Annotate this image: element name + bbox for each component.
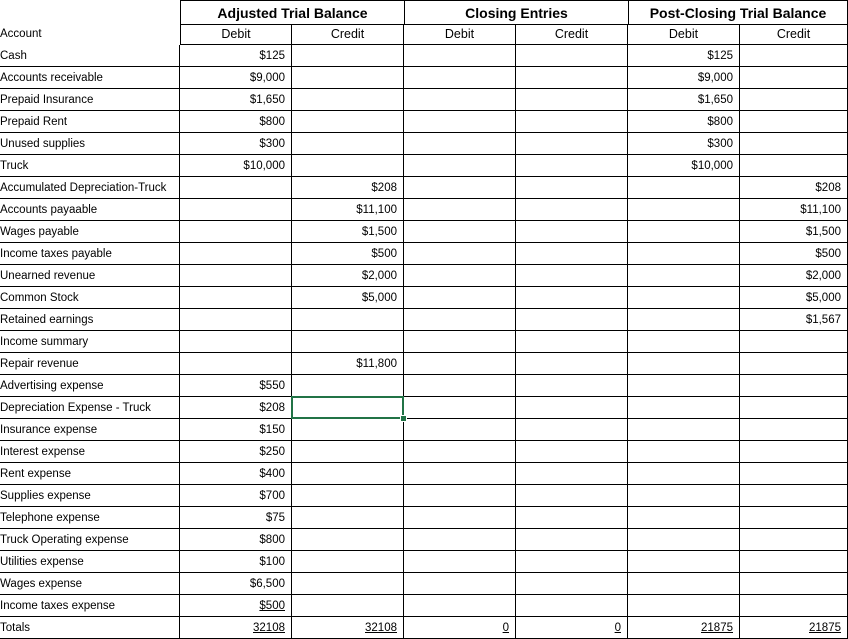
header-group-0[interactable]: Adjusted Trial Balance bbox=[180, 0, 404, 25]
account-name[interactable]: Depreciation Expense - Truck bbox=[0, 397, 180, 419]
value-cell[interactable] bbox=[404, 331, 516, 353]
totals-cell[interactable]: 21875 bbox=[628, 617, 740, 639]
value-cell[interactable] bbox=[292, 155, 404, 177]
value-cell[interactable] bbox=[628, 595, 740, 617]
value-cell[interactable]: $500 bbox=[180, 595, 292, 617]
value-cell[interactable] bbox=[292, 573, 404, 595]
totals-cell[interactable]: 0 bbox=[404, 617, 516, 639]
value-cell[interactable] bbox=[292, 463, 404, 485]
account-name[interactable]: Repair revenue bbox=[0, 353, 180, 375]
fill-handle[interactable] bbox=[400, 415, 407, 422]
account-name[interactable]: Utilities expense bbox=[0, 551, 180, 573]
value-cell[interactable] bbox=[516, 375, 628, 397]
value-cell[interactable] bbox=[180, 243, 292, 265]
totals-cell[interactable]: 32108 bbox=[180, 617, 292, 639]
value-cell[interactable]: $500 bbox=[740, 243, 848, 265]
value-cell[interactable] bbox=[740, 111, 848, 133]
value-cell[interactable] bbox=[292, 375, 404, 397]
value-cell[interactable] bbox=[404, 441, 516, 463]
value-cell[interactable] bbox=[516, 111, 628, 133]
value-cell[interactable] bbox=[740, 463, 848, 485]
value-cell[interactable] bbox=[740, 573, 848, 595]
totals-cell[interactable]: 0 bbox=[516, 617, 628, 639]
value-cell[interactable]: $2,000 bbox=[740, 265, 848, 287]
account-name[interactable]: Prepaid Rent bbox=[0, 111, 180, 133]
value-cell[interactable] bbox=[180, 199, 292, 221]
value-cell[interactable] bbox=[516, 573, 628, 595]
value-cell[interactable]: $1,500 bbox=[292, 221, 404, 243]
totals-cell[interactable]: 32108 bbox=[292, 617, 404, 639]
value-cell[interactable] bbox=[516, 45, 628, 67]
value-cell[interactable] bbox=[292, 441, 404, 463]
header-credit-5[interactable]: Credit bbox=[740, 24, 848, 45]
account-name[interactable]: Income summary bbox=[0, 331, 180, 353]
account-name[interactable]: Retained earnings bbox=[0, 309, 180, 331]
value-cell[interactable]: $700 bbox=[180, 485, 292, 507]
value-cell[interactable] bbox=[404, 111, 516, 133]
value-cell[interactable] bbox=[404, 595, 516, 617]
value-cell[interactable] bbox=[404, 353, 516, 375]
account-name[interactable]: Accounts payaable bbox=[0, 199, 180, 221]
account-name[interactable]: Common Stock bbox=[0, 287, 180, 309]
header-debit-2[interactable]: Debit bbox=[404, 24, 516, 45]
value-cell[interactable] bbox=[740, 133, 848, 155]
value-cell[interactable] bbox=[292, 595, 404, 617]
value-cell[interactable] bbox=[516, 595, 628, 617]
value-cell[interactable]: $500 bbox=[292, 243, 404, 265]
value-cell[interactable] bbox=[180, 177, 292, 199]
header-debit-4[interactable]: Debit bbox=[628, 24, 740, 45]
value-cell[interactable] bbox=[740, 419, 848, 441]
value-cell[interactable] bbox=[180, 265, 292, 287]
value-cell[interactable] bbox=[740, 89, 848, 111]
value-cell[interactable] bbox=[628, 485, 740, 507]
value-cell[interactable] bbox=[292, 133, 404, 155]
account-name[interactable]: Truck bbox=[0, 155, 180, 177]
value-cell[interactable] bbox=[628, 199, 740, 221]
value-cell[interactable] bbox=[404, 551, 516, 573]
value-cell[interactable]: $10,000 bbox=[180, 155, 292, 177]
value-cell[interactable]: $208 bbox=[292, 177, 404, 199]
value-cell[interactable] bbox=[292, 331, 404, 353]
value-cell[interactable] bbox=[404, 529, 516, 551]
value-cell[interactable] bbox=[404, 507, 516, 529]
account-name[interactable]: Advertising expense bbox=[0, 375, 180, 397]
value-cell[interactable] bbox=[740, 529, 848, 551]
value-cell[interactable] bbox=[516, 265, 628, 287]
value-cell[interactable] bbox=[180, 221, 292, 243]
value-cell[interactable] bbox=[404, 45, 516, 67]
value-cell[interactable] bbox=[628, 375, 740, 397]
header-group-1[interactable]: Closing Entries bbox=[404, 0, 628, 25]
value-cell[interactable] bbox=[404, 397, 516, 419]
value-cell[interactable] bbox=[404, 67, 516, 89]
value-cell[interactable] bbox=[516, 133, 628, 155]
value-cell[interactable] bbox=[516, 529, 628, 551]
value-cell[interactable]: $11,100 bbox=[740, 199, 848, 221]
value-cell[interactable]: $125 bbox=[180, 45, 292, 67]
value-cell[interactable] bbox=[516, 221, 628, 243]
value-cell[interactable] bbox=[292, 419, 404, 441]
value-cell[interactable] bbox=[180, 287, 292, 309]
value-cell[interactable] bbox=[404, 243, 516, 265]
value-cell[interactable] bbox=[404, 221, 516, 243]
header-debit-0[interactable]: Debit bbox=[180, 24, 292, 45]
header-credit-1[interactable]: Credit bbox=[292, 24, 404, 45]
value-cell[interactable] bbox=[628, 177, 740, 199]
value-cell[interactable] bbox=[740, 67, 848, 89]
value-cell[interactable] bbox=[292, 89, 404, 111]
value-cell[interactable] bbox=[292, 485, 404, 507]
value-cell[interactable]: $300 bbox=[628, 133, 740, 155]
value-cell[interactable] bbox=[404, 177, 516, 199]
value-cell[interactable] bbox=[292, 67, 404, 89]
totals-label[interactable]: Totals bbox=[0, 617, 180, 639]
value-cell[interactable] bbox=[740, 507, 848, 529]
account-name[interactable]: Supplies expense bbox=[0, 485, 180, 507]
account-name[interactable]: Wages expense bbox=[0, 573, 180, 595]
value-cell[interactable] bbox=[404, 199, 516, 221]
value-cell[interactable] bbox=[628, 221, 740, 243]
value-cell[interactable] bbox=[628, 243, 740, 265]
value-cell[interactable] bbox=[628, 265, 740, 287]
value-cell[interactable] bbox=[516, 419, 628, 441]
value-cell[interactable]: $10,000 bbox=[628, 155, 740, 177]
value-cell[interactable]: $800 bbox=[180, 111, 292, 133]
account-name[interactable]: Prepaid Insurance bbox=[0, 89, 180, 111]
value-cell[interactable] bbox=[516, 177, 628, 199]
value-cell[interactable] bbox=[740, 595, 848, 617]
value-cell[interactable]: $250 bbox=[180, 441, 292, 463]
value-cell[interactable] bbox=[404, 309, 516, 331]
account-name[interactable]: Wages payable bbox=[0, 221, 180, 243]
value-cell[interactable] bbox=[516, 199, 628, 221]
value-cell[interactable]: $125 bbox=[628, 45, 740, 67]
value-cell[interactable] bbox=[180, 331, 292, 353]
account-name[interactable]: Accounts receivable bbox=[0, 67, 180, 89]
value-cell[interactable] bbox=[628, 353, 740, 375]
header-account[interactable]: Account bbox=[0, 28, 42, 40]
value-cell[interactable]: $5,000 bbox=[292, 287, 404, 309]
value-cell[interactable] bbox=[628, 551, 740, 573]
account-name[interactable]: Cash bbox=[0, 45, 180, 67]
value-cell[interactable]: $2,000 bbox=[292, 265, 404, 287]
account-name[interactable]: Accumulated Depreciation-Truck bbox=[0, 177, 180, 199]
value-cell[interactable] bbox=[516, 67, 628, 89]
value-cell[interactable] bbox=[516, 441, 628, 463]
value-cell[interactable]: $208 bbox=[740, 177, 848, 199]
account-name[interactable]: Truck Operating expense bbox=[0, 529, 180, 551]
account-name[interactable]: Telephone expense bbox=[0, 507, 180, 529]
value-cell[interactable] bbox=[628, 573, 740, 595]
account-name[interactable]: Insurance expense bbox=[0, 419, 180, 441]
value-cell[interactable] bbox=[740, 155, 848, 177]
value-cell[interactable]: $1,567 bbox=[740, 309, 848, 331]
value-cell[interactable] bbox=[628, 331, 740, 353]
value-cell[interactable]: $550 bbox=[180, 375, 292, 397]
value-cell[interactable]: $100 bbox=[180, 551, 292, 573]
value-cell[interactable] bbox=[292, 507, 404, 529]
value-cell[interactable] bbox=[740, 45, 848, 67]
value-cell[interactable] bbox=[292, 45, 404, 67]
value-cell[interactable] bbox=[404, 419, 516, 441]
value-cell[interactable] bbox=[516, 155, 628, 177]
value-cell[interactable] bbox=[404, 133, 516, 155]
value-cell[interactable] bbox=[628, 309, 740, 331]
value-cell[interactable]: $1,650 bbox=[628, 89, 740, 111]
value-cell[interactable] bbox=[404, 265, 516, 287]
value-cell[interactable] bbox=[516, 485, 628, 507]
value-cell[interactable] bbox=[740, 375, 848, 397]
value-cell[interactable] bbox=[404, 89, 516, 111]
value-cell[interactable] bbox=[628, 419, 740, 441]
value-cell[interactable]: $800 bbox=[628, 111, 740, 133]
value-cell[interactable]: $75 bbox=[180, 507, 292, 529]
value-cell[interactable] bbox=[292, 551, 404, 573]
value-cell[interactable] bbox=[740, 331, 848, 353]
value-cell[interactable] bbox=[516, 243, 628, 265]
header-credit-3[interactable]: Credit bbox=[516, 24, 628, 45]
value-cell[interactable] bbox=[404, 155, 516, 177]
value-cell[interactable]: $1,650 bbox=[180, 89, 292, 111]
value-cell[interactable] bbox=[404, 485, 516, 507]
value-cell[interactable]: $150 bbox=[180, 419, 292, 441]
value-cell[interactable]: $1,500 bbox=[740, 221, 848, 243]
account-name[interactable]: Unused supplies bbox=[0, 133, 180, 155]
value-cell[interactable]: $5,000 bbox=[740, 287, 848, 309]
value-cell[interactable] bbox=[516, 331, 628, 353]
value-cell[interactable] bbox=[180, 309, 292, 331]
value-cell[interactable] bbox=[516, 89, 628, 111]
value-cell[interactable] bbox=[740, 551, 848, 573]
value-cell[interactable] bbox=[740, 353, 848, 375]
value-cell[interactable] bbox=[292, 529, 404, 551]
account-name[interactable]: Interest expense bbox=[0, 441, 180, 463]
value-cell[interactable]: $11,800 bbox=[292, 353, 404, 375]
value-cell[interactable] bbox=[404, 375, 516, 397]
value-cell[interactable]: $208 bbox=[180, 397, 292, 419]
value-cell[interactable] bbox=[516, 551, 628, 573]
value-cell[interactable] bbox=[516, 507, 628, 529]
value-cell[interactable]: $6,500 bbox=[180, 573, 292, 595]
value-cell[interactable] bbox=[628, 463, 740, 485]
account-name[interactable]: Rent expense bbox=[0, 463, 180, 485]
value-cell[interactable] bbox=[404, 463, 516, 485]
value-cell[interactable] bbox=[628, 441, 740, 463]
value-cell[interactable] bbox=[740, 485, 848, 507]
value-cell[interactable] bbox=[292, 309, 404, 331]
value-cell[interactable] bbox=[516, 397, 628, 419]
value-cell[interactable] bbox=[292, 111, 404, 133]
value-cell[interactable]: $400 bbox=[180, 463, 292, 485]
value-cell[interactable] bbox=[628, 397, 740, 419]
value-cell[interactable] bbox=[628, 287, 740, 309]
value-cell[interactable]: $11,100 bbox=[292, 199, 404, 221]
value-cell[interactable] bbox=[740, 441, 848, 463]
value-cell[interactable]: $9,000 bbox=[628, 67, 740, 89]
value-cell[interactable] bbox=[404, 573, 516, 595]
value-cell[interactable]: $800 bbox=[180, 529, 292, 551]
value-cell[interactable] bbox=[516, 353, 628, 375]
value-cell[interactable] bbox=[628, 529, 740, 551]
value-cell[interactable] bbox=[180, 353, 292, 375]
value-cell[interactable] bbox=[404, 287, 516, 309]
header-group-2[interactable]: Post-Closing Trial Balance bbox=[628, 0, 848, 25]
account-name[interactable]: Income taxes expense bbox=[0, 595, 180, 617]
account-name[interactable]: Unearned revenue bbox=[0, 265, 180, 287]
totals-cell[interactable]: 21875 bbox=[740, 617, 848, 639]
value-cell[interactable] bbox=[516, 287, 628, 309]
value-cell[interactable]: $300 bbox=[180, 133, 292, 155]
value-cell[interactable]: $9,000 bbox=[180, 67, 292, 89]
value-cell[interactable] bbox=[516, 309, 628, 331]
account-name[interactable]: Income taxes payable bbox=[0, 243, 180, 265]
value-cell[interactable] bbox=[628, 507, 740, 529]
selected-cell[interactable] bbox=[291, 396, 404, 419]
value-cell[interactable] bbox=[740, 397, 848, 419]
value-cell[interactable] bbox=[516, 463, 628, 485]
